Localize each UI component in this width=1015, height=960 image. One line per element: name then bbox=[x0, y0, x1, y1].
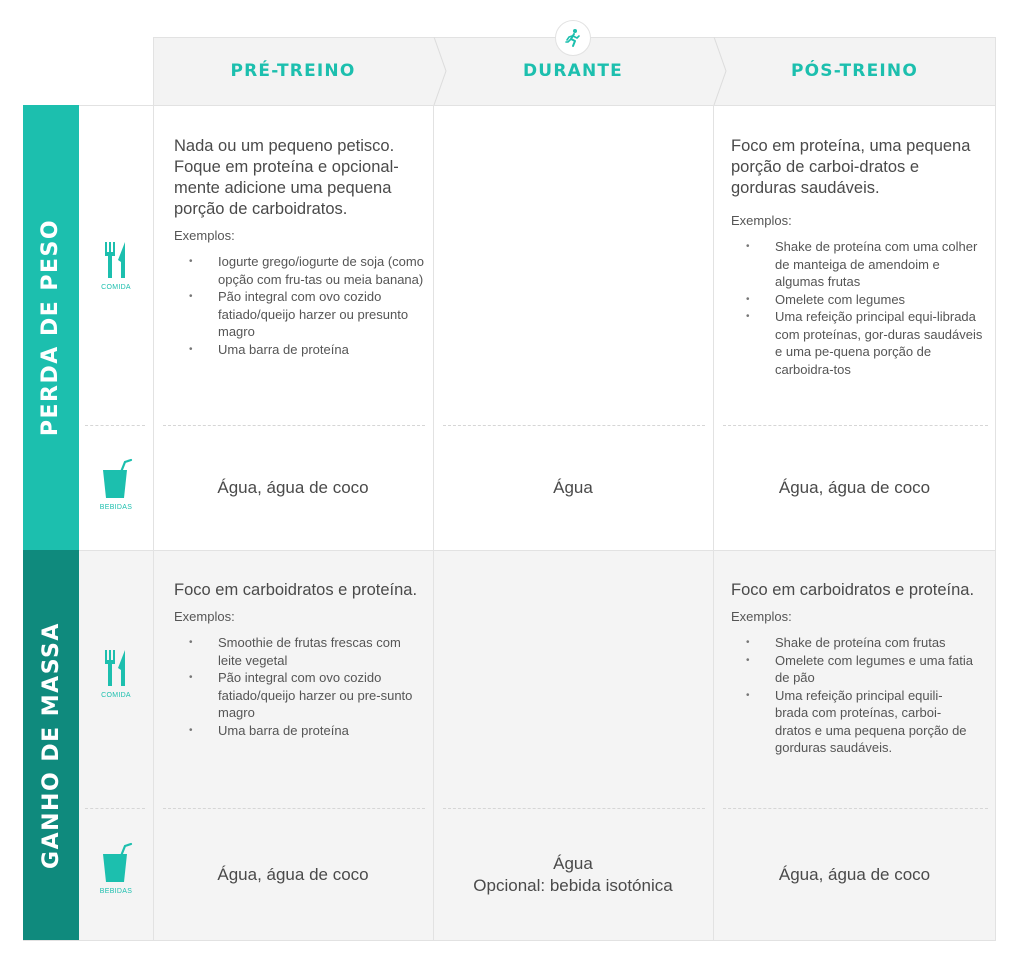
cup-straw-icon bbox=[99, 842, 133, 884]
cell-lead-text: Foco em proteína, uma pequena porção de carboi-dratos e gorduras saudáveis. bbox=[731, 137, 971, 197]
row-label-drinks bbox=[79, 842, 153, 895]
row-caption: BEBIDAS bbox=[99, 888, 133, 895]
dashed-divider bbox=[85, 425, 145, 426]
list-item: • Uma refeição principal equi-librada com proteínas, gor-duras saudáveis e uma pe-quena porção de carboidra-tos bbox=[775, 308, 985, 378]
fork-knife-icon bbox=[103, 648, 129, 688]
cell-weight-loss-post-food bbox=[731, 136, 985, 378]
column-header-pre-workout: PRÉ-TREINO bbox=[230, 61, 356, 81]
cell-mass-gain-pre-drink: Água, água de coco bbox=[217, 864, 369, 884]
examples-list bbox=[731, 634, 975, 757]
examples-label: Exemplos: bbox=[174, 609, 235, 624]
runner-icon bbox=[563, 28, 583, 48]
list-item: • Pão integral com ovo cozido fatiado/queijo harzer ou presunto magro bbox=[218, 288, 426, 341]
row-caption: COMIDA bbox=[101, 692, 131, 699]
examples-label: Exemplos: bbox=[731, 213, 792, 228]
cell-mass-gain-during-drink bbox=[433, 809, 713, 940]
examples-list bbox=[174, 634, 418, 739]
list-item: • Pão integral com ovo cozido fatiado/queijo harzer ou pre-sunto magro bbox=[218, 669, 418, 722]
section-title: PERDA DE PESO bbox=[38, 218, 64, 437]
runner-badge bbox=[555, 20, 591, 56]
row-label-food bbox=[79, 240, 153, 291]
section-label-weight-loss bbox=[23, 105, 79, 550]
cell-mass-gain-post-drink: Água, água de coco bbox=[778, 864, 931, 884]
grid-line bbox=[79, 105, 996, 106]
cell-mass-gain-post-food bbox=[731, 580, 975, 757]
list-item: • Iogurte grego/iogurte de soja (como opção com fru-tas ou meia banana) bbox=[218, 253, 426, 288]
cell-weight-loss-pre-food bbox=[174, 136, 426, 358]
list-item: • Shake de proteína com uma colher de manteiga de amendoim e algumas frutas bbox=[775, 238, 985, 291]
section-label-mass-gain bbox=[23, 550, 79, 940]
drink-line: Água bbox=[553, 853, 593, 873]
list-item: • Uma barra de proteína bbox=[218, 341, 426, 359]
list-item: • Smoothie de frutas frescas com leite vegetal bbox=[218, 634, 418, 669]
cell-lead-text: Foco em carboidratos e proteína. bbox=[174, 581, 418, 599]
list-item: • Shake de proteína com frutas bbox=[775, 634, 975, 652]
cell-lead-text: Nada ou um pequeno petisco. Foque em proteína e opcional-mente adicione uma pequena porção de carboidratos. bbox=[174, 137, 399, 218]
examples-list bbox=[731, 238, 985, 378]
row-caption: COMIDA bbox=[101, 284, 131, 291]
list-item: • Omelete com legumes bbox=[775, 291, 985, 309]
grid-line bbox=[79, 550, 996, 551]
drink-line: Opcional: bebida isotónica bbox=[473, 875, 673, 895]
section-title: GANHO DE MASSA bbox=[38, 621, 64, 869]
list-item: • Uma barra de proteína bbox=[218, 722, 418, 740]
list-item: • Omelete com legumes e uma fatia de pão bbox=[775, 652, 975, 687]
cell-weight-loss-pre-drink: Água, água de coco bbox=[217, 478, 369, 497]
examples-label: Exemplos: bbox=[174, 228, 235, 243]
list-item: • Uma refeição principal equili-brada com proteínas, carboi-dratos e uma pequena porção de gorduras saudáveis. bbox=[775, 687, 975, 757]
row-caption: BEBIDAS bbox=[99, 504, 133, 511]
grid-line bbox=[23, 940, 996, 941]
cell-weight-loss-post-drink: Água, água de coco bbox=[778, 478, 931, 497]
column-header-during: DURANTE bbox=[523, 61, 623, 81]
cell-mass-gain-pre-food bbox=[174, 580, 418, 739]
dashed-divider bbox=[85, 808, 145, 809]
row-label-drinks bbox=[79, 458, 153, 511]
cell-weight-loss-during-drink: Água bbox=[553, 478, 593, 497]
cup-straw-icon bbox=[99, 458, 133, 500]
examples-list bbox=[174, 253, 426, 358]
examples-label: Exemplos: bbox=[731, 609, 792, 624]
fork-knife-icon bbox=[103, 240, 129, 280]
column-header-post-workout: PÓS-TREINO bbox=[790, 61, 918, 81]
row-label-food bbox=[79, 648, 153, 699]
cell-lead-text: Foco em carboidratos e proteína. bbox=[731, 581, 975, 599]
